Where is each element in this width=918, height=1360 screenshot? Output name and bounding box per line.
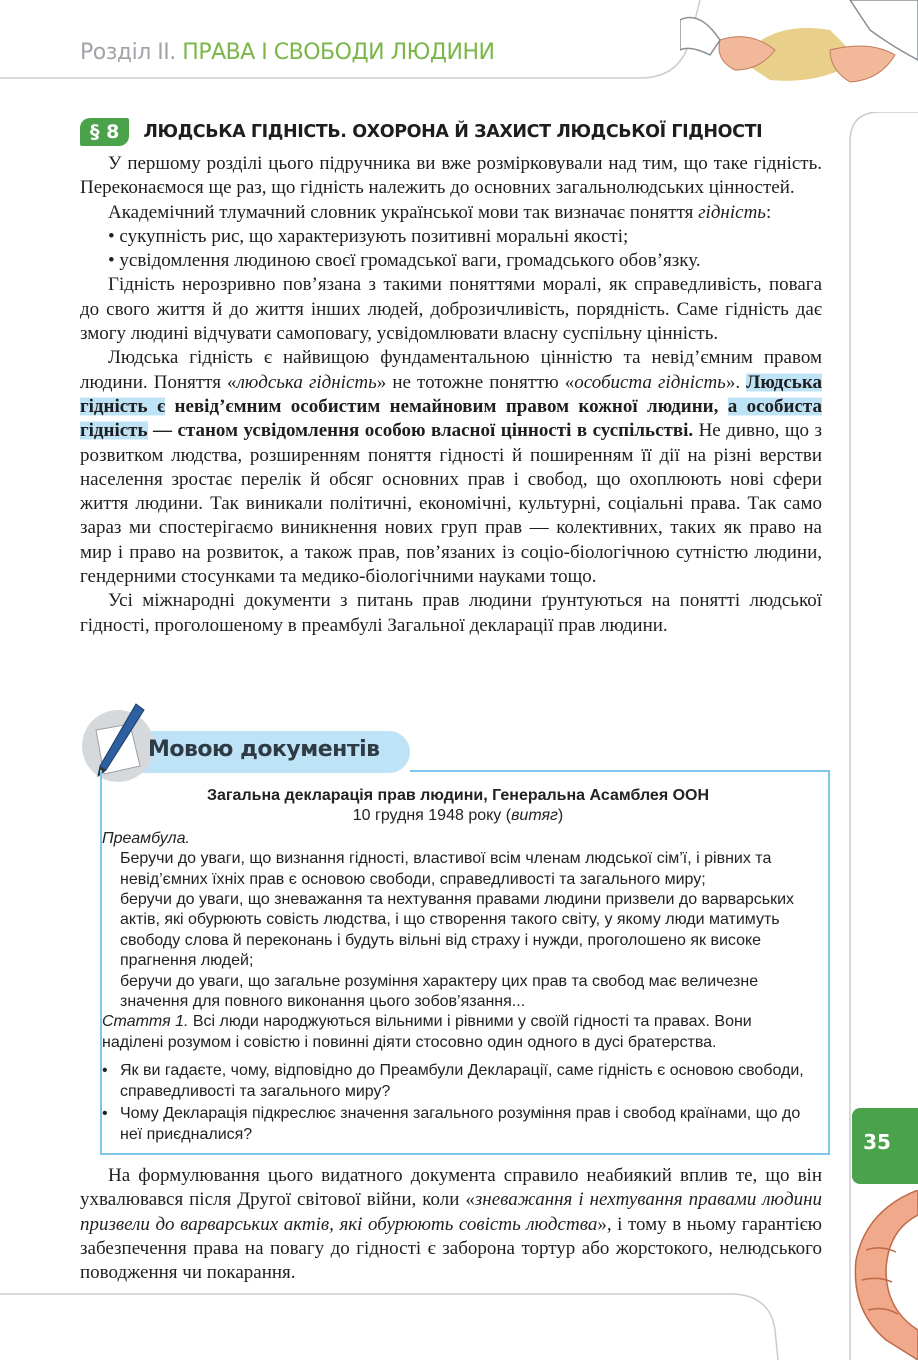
document-content — [102, 786, 814, 1145]
article-1: Стаття 1. Всі люди народжуються вільними і рівними у своїй гідності та правах. Вони наділені розумом і совістю і повинні діяти стосовно один одного в дусі братерства. — [102, 1013, 752, 1051]
section-title: ПРАВА І СВОБОДИ ЛЮДИНИ — [182, 40, 495, 65]
preamble-clause-2: беручи до уваги, що зневажання та нехтування правами людини призвели до варварських актів, які обурюють совість людства, і що створення такого світу, у якому люди матимуть свободу слова й переконань і будуть вільні від страху і нужди, проголошено як високе прагнення людей; — [120, 891, 795, 970]
preamble-clause-3: беручи до уваги, що загальне розуміння характеру цих прав та свобод має величезне значення для повного виконання цього зобов’язання... — [120, 972, 759, 1011]
bullet-icon: • — [102, 1062, 108, 1080]
page-number: 35 — [863, 1130, 891, 1154]
body-paragraph-1: У першому розділі цього підручника ви вже розмірковували над тим, що таке гідність. Переконаємося ще раз, що гідність належить до основних загальнолюдських цінностей. — [80, 153, 822, 199]
body-paragraph-2: Академічний тлумачний словник української мови так визначає поняття гідність: — [108, 201, 772, 223]
question-2: • Чому Декларація підкреслює значення загального розуміння прав і свобод країнами, що до неї приєдналися? — [102, 1104, 814, 1145]
closing-paragraph: На формулювання цього видатного документа справило неабиякий вплив те, що він ухвалювався після Другої світової війни, коли «зневажання і нехтування правами людини призвели до варварських актів, які обурюють совість людства», і тому в ньому гарантією забезпечення права на повагу до гідності є заборона тортур або жорстокого, нелюдського поводження чи покарання. — [80, 1165, 822, 1284]
body-paragraph-5: Усі міжнародні документи з питань прав людини ґрунтуються на понятті людської гідності, проголошеному в преамбулі Загальної декларації прав людини. — [80, 590, 822, 636]
article-1-label: Стаття 1. — [102, 1013, 189, 1031]
definition-bullet-2: • усвідомлення людиною своєї громадської ваги, громадського обов’язку. — [108, 250, 701, 272]
document-title: Загальна декларація прав людини, Генеральна Асамблея ООН — [206, 787, 710, 804]
highlight-human-dignity: Людська гідність є — [80, 371, 823, 417]
preamble-label: Преамбула. — [102, 829, 190, 847]
highlight-personal-dignity: а особиста гідність — [80, 395, 822, 442]
handshake-illustration-top — [680, 0, 918, 100]
section-header — [80, 40, 495, 65]
body-paragraph-4: Людська гідність є найвищою фундаментальною цінністю та невід’ємним правом людини. Поняття «людська гідність» не тотожне поняттю «особиста гідність». Людська гідність є невід’ємним особистим немайновим правом кожної людини, а особиста гідність — станом усвідомлення особою власної цінності в суспільстві. Не дивно, що з розвитком людства, розширенням поняття гідності й поширенням її дії на різні верстви населення зростає перелік й обсяг основних прав і свобод, що охоплюють нові сфери життя людини. Так виникали політичні, економічні, культурні, соціальні права. Так само зараз ми спостерігаємо виникнення нових груп прав — колективних, таких як право на мир і право на розвиток, а також прав, пов’язаних із соціо-біологічною сутністю людини, гендерними стосунками та медико-біологічними науками тощо. — [80, 347, 823, 588]
document-date: 10 грудня 1948 року (витяг) — [352, 807, 564, 825]
documents-section-label: Мовою документів — [148, 737, 380, 762]
term-dignity: гідність — [698, 201, 766, 223]
footer-curve — [0, 1270, 918, 1360]
body-text — [80, 152, 822, 638]
paragraph-heading — [80, 118, 762, 146]
question-1: • Як ви гадаєте, чому, відповідно до Преамбули Декларації, саме гідність є основою свободи, справедливості та загального миру? — [102, 1061, 814, 1102]
section-number: Розділ ІІ. — [80, 40, 176, 65]
paragraph-title: ЛЮДСЬКА ГІДНІСТЬ. ОХОРОНА Й ЗАХИСТ ЛЮДСЬКОЇ ГІДНОСТІ — [143, 122, 763, 142]
body-paragraph-3: Гідність нерозривно пов’язана з такими поняттями моралі, як справедливість, повага до свого життя й до життя інших людей, доброзичливість, порядність. Саме гідність дає змогу людині відчувати самоповагу, усвідомлювати власну суспільну цінність. — [80, 274, 822, 345]
declaration-quote: зневажання і нехтування правами людини призвели до варварських актів, які обурюють совість людства — [80, 1189, 822, 1235]
preamble-clause-1: Беручи до уваги, що визнання гідності, властивої всім членам людської сім’ї, і рівних та невід’ємних їхніх прав є основою свободи, справедливості та загального миру; — [120, 850, 772, 888]
paragraph-badge: § 8 — [80, 118, 129, 146]
bullet-icon: • — [102, 1105, 108, 1123]
closing-text — [80, 1164, 822, 1285]
definition-bullet-1: • сукупність рис, що характеризують позитивні моральні якості; — [108, 225, 629, 247]
